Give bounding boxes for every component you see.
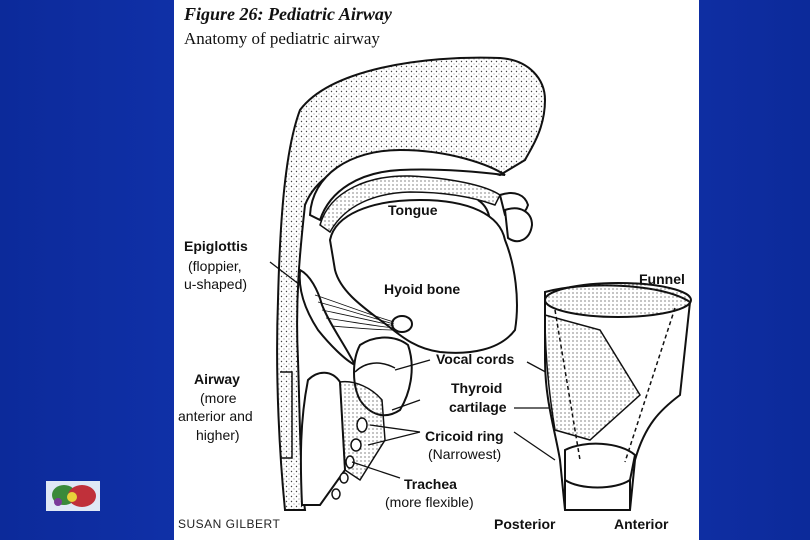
label-epiglottis-note-2: u-shaped)	[184, 276, 248, 292]
airway-column	[301, 373, 345, 505]
artist-credit: SUSAN GILBERT	[178, 517, 281, 531]
label-trachea: Trachea	[404, 476, 457, 492]
label-hyoid: Hyoid bone	[384, 281, 461, 297]
funnel-cricoid	[565, 444, 635, 488]
logo-icon	[46, 481, 100, 511]
figure-subtitle: Anatomy of pediatric airway	[184, 29, 380, 48]
label-airway-note-2: anterior and	[178, 408, 253, 424]
label-thyroid-2: cartilage	[449, 399, 507, 415]
label-thyroid-1: Thyroid	[451, 380, 503, 396]
label-anterior: Anterior	[614, 516, 669, 532]
label-cricoid: Cricoid ring	[425, 428, 504, 444]
label-epiglottis: Epiglottis	[184, 238, 248, 254]
figure-title: Figure 26: Pediatric Airway	[184, 4, 392, 24]
label-tongue: Tongue	[388, 202, 438, 218]
label-posterior: Posterior	[494, 516, 556, 532]
label-cricoid-note: (Narrowest)	[428, 446, 502, 462]
lip-lower	[505, 208, 532, 241]
tongue	[330, 200, 517, 353]
label-vocal-cords: Vocal cords	[436, 351, 515, 367]
funnel-diagram	[545, 283, 691, 510]
label-airway: Airway	[194, 371, 240, 387]
label-airway-note-1: (more	[200, 390, 237, 406]
label-trachea-note: (more flexible)	[385, 494, 474, 510]
funnel-top-rim	[545, 283, 691, 317]
label-airway-note-3: higher)	[196, 427, 240, 443]
label-funnel: Funnel	[639, 271, 685, 287]
hyoid-bone	[392, 316, 412, 332]
label-epiglottis-note-1: (floppier,	[188, 258, 242, 274]
